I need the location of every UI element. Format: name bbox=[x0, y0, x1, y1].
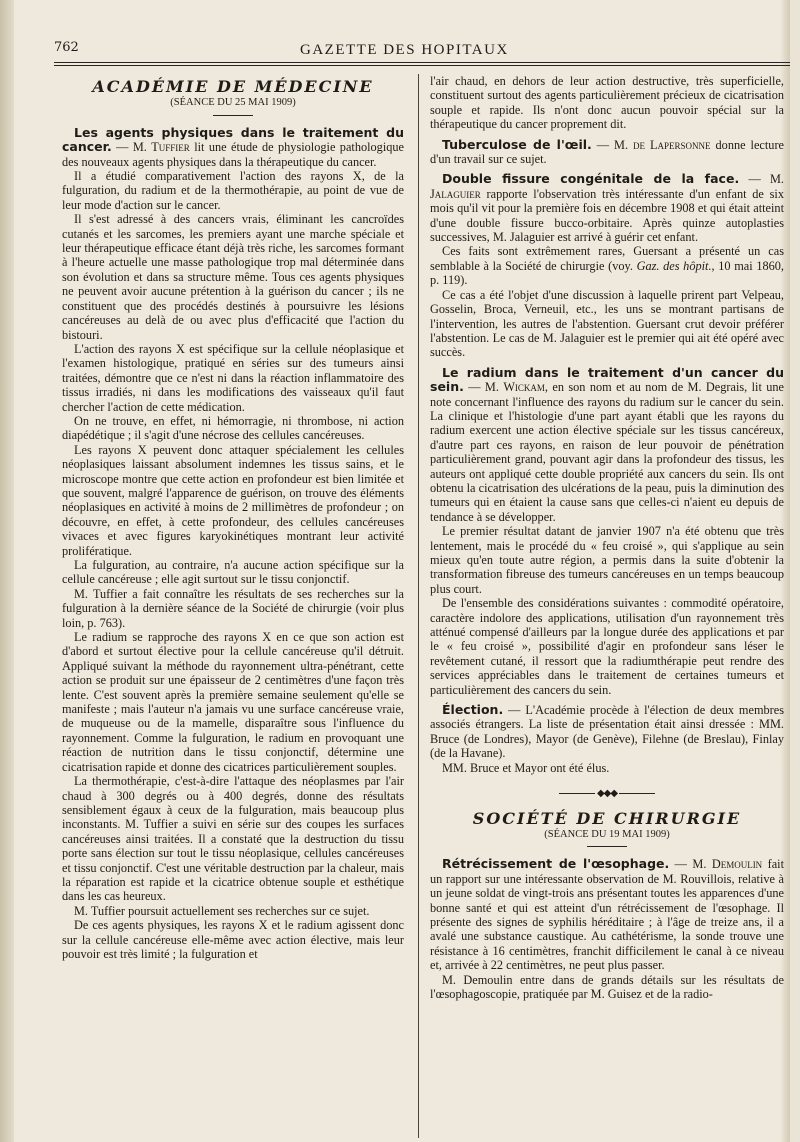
article-dash: — M. bbox=[463, 380, 504, 395]
article-text: , en son nom et au nom de M. Degrais, lit une note concernant l'influence des rayons du radium sur le cancer du sein. La clinique et l'histologie d'une part ayant établi que les rayons du radium exercent une action élective spéciale sur les tissus cancéreux, d'autre part ces rayons, en raison de leur pouvoir de pénétration particulièrement grand, pouvant agir dans la profondeur des tissus, les auteurs ont appliqué cette double propriété aux cancers du sein. Ils ont obtenu la cicatrisation des ulcérations de la peau, puis la diminution des tumeurs qui en étaient la cause sans que celles-ci n'aient eu depuis de tendance à se développer. bbox=[430, 380, 785, 524]
article-paragraph: La thermothérapie, c'est-à-dire l'attaque des néoplasmes par l'air chaud à 300 degrés ou à 400 degrés, donne des résultats sensiblement égaux à ceux de la fulguration, mais beaucoup plus inconstants. M. Tuffier a suivi en série sur des coupes les surfaces cancéreuses ainsi traitées. Il a constaté que la destruction du tissu porte sans élection sur tout le tissu néoplasique, cellules cancéreuses et tissu conjonctif. C'est une véritable destruction par la chaleur, mais la réparation est rapide et la cicatrice obtenue souple et esthétique dans les cas heureux. bbox=[62, 774, 404, 904]
author-name: Tuffier bbox=[151, 140, 190, 155]
article-paragraph bbox=[430, 857, 784, 972]
article-text: rapporte l'observation très intéressante d'un enfant de six mois qu'il vit pour la première fois en décembre 1908 et qui était atteint d'une double fissure bucco-orbitaire. Après quinze autoplasties successives, M. Jalaguier est arrivé à guérir cet enfant. bbox=[430, 186, 784, 245]
article-text: — L'Académie procède à l'élection de deux membres associés étrangers. La liste de présentation était ainsi dressée : MM. Bruce (de Londres), Mayor (de Genève), Filehne (de Breslau), Finlay (de la Havane). bbox=[430, 703, 784, 761]
article-paragraph: MM. Bruce et Mayor ont été élus. bbox=[442, 760, 610, 775]
article-paragraph: De ces agents physiques, les rayons X et le radium agissent donc sur la cellule cancéreuse elle-même avec action élective, mais leur pouvoir est très limité ; la fulguration et bbox=[62, 918, 404, 961]
article-paragraph: Le premier résultat datant de janvier 1907 n'a été obtenu que très lentement, mais le procédé du « feu croisé », qui s'applique au sein mieux qu'en toute autre région, a permis dans la suite d'obtenir la transformation fibreuse des tumeurs cancéreuses en un temps beaucoup plus court. bbox=[430, 524, 784, 596]
separator-ornament: ◆◆◆ bbox=[596, 788, 618, 800]
article-paragraph: La fulguration, au contraire, n'a aucune action spécifique sur la cellule cancéreuse ; elle agit surtout sur le tissu conjonctif. bbox=[62, 558, 404, 587]
article-title: Tuberculose de l'œil. bbox=[442, 136, 592, 152]
separator-line bbox=[559, 793, 595, 794]
column-divider bbox=[418, 74, 419, 1138]
article-paragraph bbox=[430, 703, 784, 761]
article-paragraph-continued: l'air chaud, en dehors de leur action destructive, très superficielle, constituent surtout des agents particulièrement précieux de cicatrisation souple et rapide. Ils n'ont donc aucun pouvoir spécial sur la thérapeutique du cancer proprement dit. bbox=[430, 74, 784, 132]
header-rule-top bbox=[54, 62, 790, 63]
article-paragraph: On ne trouve, en effet, ni hémorragie, ni thrombose, ni action diapédétique ; il s'agit d'une nécrose des cellules cancéreuses. bbox=[62, 413, 404, 443]
running-title: GAZETTE DES HOPITAUX bbox=[300, 42, 509, 58]
author-name: Jalaguier bbox=[430, 186, 481, 201]
author-name: Demoulin bbox=[711, 857, 763, 872]
article-dash: — M. bbox=[669, 857, 712, 872]
academie-title: ACADÉMIE DE MÉDECINE bbox=[92, 77, 374, 96]
article-paragraph: M. Tuffier poursuit actuellement ses recherches sur ce sujet. bbox=[74, 903, 370, 918]
article-paragraph: Le radium se rapproche des rayons X en ce que son action est d'abord et surtout élective pour la cellule cancéreuse qu'il détruit. Appliqué suivant la méthode du rayonnement ultra-pénétrant, cette action se produit sur une épaisseur de 2 centimètres d'une façon très lente. C'est souvent après la première semaine seulement qu'elle se manifeste ; mais l'auteur n'a jamais vu une surface cancéreuse vraie, de muqueuse ou de la mamelle, disparaître sous l'influence du rayonnement. Comme la fulguration, le radium en provoquant une réaction de nutrition dans le tissu conjonctif, détermine une cicatrisation rapide et donne des cicatrices particulièrement souples. bbox=[62, 630, 404, 774]
section-separator bbox=[430, 787, 784, 801]
chirurgie-session: (SÉANCE DU 19 MAI 1909) bbox=[544, 828, 670, 840]
article-paragraph: Il s'est adressé à des cancers vrais, éliminant les cancroïdes cutanés et les sarcomes, les premiers ayant une marche spéciale et leur thérapeutique efficace étant déjà très riche, les sarcomes formant à l'heure actuelle une masse pathologique trop mal déterminée dans son évolution et dans sa structure même. Tous ces agents physiques ne peuvent avoir aucune prétention à la guérison du cancer ; ils ne constituent que des procédés destinés à poursuivre les lésions cancéreuses au delà de ou avec plus d'efficacité que l'action du bistouri. bbox=[62, 212, 404, 342]
section-rule bbox=[213, 115, 253, 116]
scan-left-edge bbox=[0, 0, 14, 1142]
journal-reference: Gaz. des hôpit. bbox=[636, 258, 712, 273]
header-rule-bottom bbox=[54, 65, 790, 66]
article-paragraph: Les rayons X peuvent donc attaquer spécialement les cellules néoplasiques laissant absolument indemnes les tissus sains, et le microscope montre que cette action en profondeur est bien limitée et que souvent, malgré l'apparence de guérison, on trouve des éléments néoplasiques en activité à moins de 2 millimètres de profondeur ; on découvre, en effet, à cette profondeur, des cellules cancéreuses vivaces et avec figures karyokinétiques montrant leur activité prolifératique. bbox=[62, 442, 404, 558]
article-paragraph: Ce cas a été l'objet d'une discussion à laquelle prirent part Velpeau, Gosselin, Broca, Verneuil, etc., les uns se montrant partisans de l'intervention, les autres de l'abstention. Guersant crut devoir préférer l'abstention. Le cas de M. Jalaguier est le premier qui ait été opéré avec succès. bbox=[430, 287, 784, 360]
article-dash: — M. bbox=[111, 140, 152, 155]
article-paragraph: M. Demoulin entre dans de grands détails sur les résultats de l'œsophagoscopie, pratiquée par M. Guisez et de la radio- bbox=[430, 972, 784, 1001]
article-text: , 10 mai 1860, p. 119). bbox=[430, 258, 784, 288]
academie-session: (SÉANCE DU 25 MAI 1909) bbox=[170, 97, 296, 109]
article-paragraph: L'action des rayons X est spécifique sur la cellule néoplasique et l'examen histologique, pratiqué en séries sur des tumeurs ainsi traitées, démontre que ce n'est ni dans la réaction inflammatoire des tissus irradiés, ni dans les modifications des vaisseaux qu'il faut chercher l'action de cette médication. bbox=[62, 341, 404, 414]
separator-line bbox=[619, 793, 655, 794]
article-paragraph bbox=[62, 126, 404, 169]
article-dash: — M. bbox=[739, 172, 784, 187]
article-paragraph: Il a étudié comparativement l'action des rayons X, de la fulguration, du radium et de la thermothérapie, au point de vue de leur mode d'action sur le cancer. bbox=[62, 169, 404, 212]
article-title: Les agents physiques dans le traitement du cancer. bbox=[62, 124, 404, 155]
chirurgie-title: SOCIÉTÉ DE CHIRURGIE bbox=[472, 808, 742, 828]
page-number: 762 bbox=[54, 40, 79, 55]
author-name: de Lapersonne bbox=[633, 137, 711, 152]
article-paragraph bbox=[430, 138, 784, 167]
article-paragraph bbox=[430, 244, 784, 287]
article-title: Double fissure congénitale de la face. bbox=[442, 171, 740, 187]
article-paragraph bbox=[430, 172, 784, 244]
article-paragraph: M. Tuffier a fait connaître les résultats de ses recherches sur la fulguration à la dernière séance de la Société de chirurgie (voir plus loin, p. 763). bbox=[62, 586, 404, 630]
article-text: Ces faits sont extrêmement rares, Guersant a présenté un cas semblable à la Société de chirurgie (voy. bbox=[430, 244, 784, 273]
section-rule bbox=[587, 846, 627, 847]
article-title: Le radium dans le traitement d'un cancer du sein. bbox=[430, 364, 784, 395]
right-column bbox=[430, 74, 784, 1001]
article-text: donne lecture d'un travail sur ce sujet. bbox=[430, 137, 785, 167]
article-text: fait un rapport sur une intéressante observation de M. Rouvillois, relative à un jeune soldat de vingt-trois ans présentant toutes les apparences d'une bonne santé et qui est atteint d'un rétrécissement de l'œsophage. Il présente des signes de syphilis héréditaire ; à l'âge de treize ans, il a avalé une substance caustique. Au cathétérisme, la sonde trouve une résistance à 16 centimètres, franchit difficilement le canal à ce niveau et, arrivée à 22 centimètres, ne peut plus passer. bbox=[430, 857, 784, 973]
article-paragraph: De l'ensemble des considérations suivantes : commodité opératoire, caractère indolore des applications, utilisation d'un rayonnement très atténué compensé d'ailleurs par la longue durée des applications et par le « feu croisé », possibilité d'agir en profondeur sans léser le revêtement cutané, il ressort que la radiumthérapie peut rendre des services appréciables dans le traitement de certaines tumeurs et particulièrement des cancers du sein. bbox=[430, 596, 784, 697]
article-title: Rétrécissement de l'œsophage. bbox=[442, 856, 670, 872]
author-name: Wickam bbox=[503, 380, 545, 395]
article-title: Élection. bbox=[442, 702, 504, 718]
article-paragraph bbox=[430, 366, 784, 524]
left-column bbox=[62, 74, 404, 961]
article-text: lit une étude de physiologie pathologique des nouveaux agents physiques dans la thérapeutique du cancer. bbox=[62, 140, 404, 169]
article-dash: — M. bbox=[591, 137, 634, 152]
